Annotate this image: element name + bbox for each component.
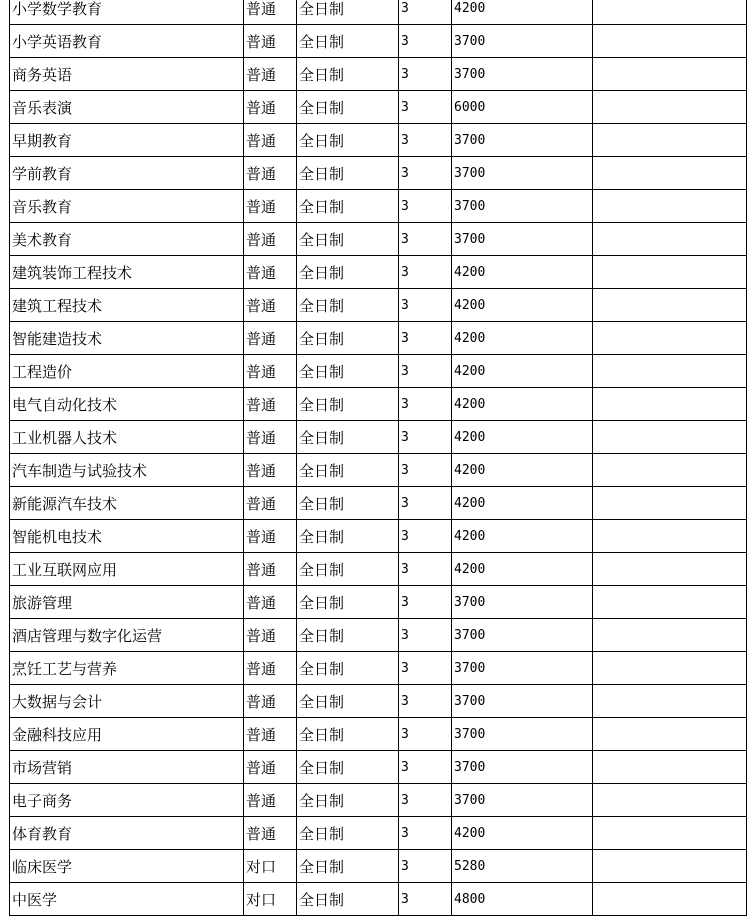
table-row: [10, 487, 747, 520]
note-cell: [593, 883, 747, 916]
major-cell: 旅游管理: [10, 586, 244, 619]
years-cell: 3: [399, 388, 452, 421]
type-cell: 普通: [244, 751, 297, 784]
table-row: [10, 619, 747, 652]
mode-cell: 全日制: [297, 520, 399, 553]
mode-cell: 全日制: [297, 454, 399, 487]
fee-cell: 4200: [452, 289, 593, 322]
type-cell: 普通: [244, 25, 297, 58]
fee-cell: 3700: [452, 124, 593, 157]
fee-cell: 3700: [452, 685, 593, 718]
major-cell: 酒店管理与数字化运营: [10, 619, 244, 652]
years-cell: 3: [399, 652, 452, 685]
note-cell: [593, 388, 747, 421]
fee-cell: 4200: [452, 817, 593, 850]
type-cell: 普通: [244, 586, 297, 619]
table-row: [10, 223, 747, 256]
note-cell: [593, 454, 747, 487]
major-cell: 体育教育: [10, 817, 244, 850]
note-cell: [593, 421, 747, 454]
type-cell: 普通: [244, 487, 297, 520]
mode-cell: 全日制: [297, 718, 399, 751]
major-cell: 临床医学: [10, 850, 244, 883]
mode-cell: 全日制: [297, 619, 399, 652]
years-cell: 3: [399, 58, 452, 91]
table-row: [10, 58, 747, 91]
type-cell: 普通: [244, 520, 297, 553]
type-cell: 普通: [244, 289, 297, 322]
major-cell: 商务英语: [10, 58, 244, 91]
note-cell: [593, 124, 747, 157]
type-cell: 普通: [244, 784, 297, 817]
type-cell: 普通: [244, 256, 297, 289]
type-cell: 普通: [244, 619, 297, 652]
mode-cell: 全日制: [297, 421, 399, 454]
fee-cell: 4200: [452, 388, 593, 421]
table-row: [10, 388, 747, 421]
note-cell: [593, 190, 747, 223]
table-row: [10, 256, 747, 289]
note-cell: [593, 91, 747, 124]
years-cell: 3: [399, 289, 452, 322]
years-cell: 3: [399, 454, 452, 487]
mode-cell: 全日制: [297, 289, 399, 322]
mode-cell: 全日制: [297, 58, 399, 91]
note-cell: [593, 751, 747, 784]
note-cell: [593, 322, 747, 355]
years-cell: 3: [399, 91, 452, 124]
mode-cell: 全日制: [297, 388, 399, 421]
mode-cell: 全日制: [297, 322, 399, 355]
years-cell: 3: [399, 223, 452, 256]
mode-cell: 全日制: [297, 487, 399, 520]
mode-cell: 全日制: [297, 586, 399, 619]
major-cell: 小学数学教育: [10, 0, 244, 25]
fee-cell: 3700: [452, 586, 593, 619]
years-cell: 3: [399, 124, 452, 157]
note-cell: [593, 487, 747, 520]
fee-cell: 3700: [452, 157, 593, 190]
mode-cell: 全日制: [297, 850, 399, 883]
fee-cell: 3700: [452, 652, 593, 685]
table-row: [10, 91, 747, 124]
table-row: [10, 751, 747, 784]
major-cell: 音乐表演: [10, 91, 244, 124]
fee-cell: 3700: [452, 784, 593, 817]
major-cell: 电子商务: [10, 784, 244, 817]
fee-cell: 4800: [452, 883, 593, 916]
years-cell: 3: [399, 817, 452, 850]
mode-cell: 全日制: [297, 817, 399, 850]
note-cell: [593, 586, 747, 619]
major-cell: 学前教育: [10, 157, 244, 190]
mode-cell: 全日制: [297, 685, 399, 718]
type-cell: 普通: [244, 91, 297, 124]
major-cell: 早期教育: [10, 124, 244, 157]
table-row: [10, 355, 747, 388]
table-row: [10, 520, 747, 553]
type-cell: 普通: [244, 553, 297, 586]
years-cell: 3: [399, 883, 452, 916]
note-cell: [593, 256, 747, 289]
fee-cell: 3700: [452, 25, 593, 58]
mode-cell: 全日制: [297, 751, 399, 784]
table-row: [10, 421, 747, 454]
mode-cell: 全日制: [297, 190, 399, 223]
fee-cell: 3700: [452, 190, 593, 223]
type-cell: 普通: [244, 454, 297, 487]
type-cell: 对口: [244, 883, 297, 916]
table-row: [10, 289, 747, 322]
type-cell: 普通: [244, 124, 297, 157]
years-cell: 3: [399, 322, 452, 355]
major-cell: 小学英语教育: [10, 25, 244, 58]
note-cell: [593, 25, 747, 58]
table-row: [10, 157, 747, 190]
fee-cell: 4200: [452, 256, 593, 289]
fee-cell: 4200: [452, 454, 593, 487]
years-cell: 3: [399, 751, 452, 784]
note-cell: [593, 553, 747, 586]
type-cell: 普通: [244, 157, 297, 190]
years-cell: 3: [399, 520, 452, 553]
years-cell: 3: [399, 784, 452, 817]
years-cell: 3: [399, 355, 452, 388]
type-cell: 对口: [244, 850, 297, 883]
table-row: [10, 586, 747, 619]
type-cell: 普通: [244, 58, 297, 91]
table-row: [10, 883, 747, 916]
major-cell: 新能源汽车技术: [10, 487, 244, 520]
major-cell: 智能建造技术: [10, 322, 244, 355]
fee-cell: 4200: [452, 0, 593, 25]
mode-cell: 全日制: [297, 355, 399, 388]
mode-cell: 全日制: [297, 157, 399, 190]
mode-cell: 全日制: [297, 553, 399, 586]
fee-table-container: [9, 0, 747, 916]
fee-cell: 4200: [452, 487, 593, 520]
type-cell: 普通: [244, 817, 297, 850]
major-cell: 中医学: [10, 883, 244, 916]
note-cell: [593, 289, 747, 322]
type-cell: 普通: [244, 718, 297, 751]
major-cell: 音乐教育: [10, 190, 244, 223]
major-cell: 汽车制造与试验技术: [10, 454, 244, 487]
table-row: [10, 850, 747, 883]
note-cell: [593, 817, 747, 850]
years-cell: 3: [399, 619, 452, 652]
table-row: [10, 784, 747, 817]
years-cell: 3: [399, 586, 452, 619]
major-cell: 建筑工程技术: [10, 289, 244, 322]
years-cell: 3: [399, 25, 452, 58]
type-cell: 普通: [244, 652, 297, 685]
table-row: [10, 454, 747, 487]
type-cell: 普通: [244, 421, 297, 454]
note-cell: [593, 685, 747, 718]
table-row: [10, 718, 747, 751]
fee-table-body: [10, 0, 747, 916]
major-cell: 大数据与会计: [10, 685, 244, 718]
note-cell: [593, 520, 747, 553]
table-row: [10, 553, 747, 586]
fee-cell: 4200: [452, 520, 593, 553]
type-cell: 普通: [244, 388, 297, 421]
note-cell: [593, 223, 747, 256]
mode-cell: 全日制: [297, 91, 399, 124]
table-row: [10, 190, 747, 223]
type-cell: 普通: [244, 322, 297, 355]
years-cell: 3: [399, 553, 452, 586]
type-cell: 普通: [244, 685, 297, 718]
table-row: [10, 685, 747, 718]
major-cell: 建筑装饰工程技术: [10, 256, 244, 289]
fee-table: [9, 0, 747, 916]
mode-cell: 全日制: [297, 256, 399, 289]
years-cell: 3: [399, 190, 452, 223]
table-row: [10, 652, 747, 685]
years-cell: 3: [399, 256, 452, 289]
fee-cell: 3700: [452, 751, 593, 784]
mode-cell: 全日制: [297, 25, 399, 58]
fee-cell: 4200: [452, 421, 593, 454]
major-cell: 电气自动化技术: [10, 388, 244, 421]
table-row: [10, 25, 747, 58]
major-cell: 智能机电技术: [10, 520, 244, 553]
type-cell: 普通: [244, 0, 297, 25]
mode-cell: 全日制: [297, 0, 399, 25]
mode-cell: 全日制: [297, 124, 399, 157]
type-cell: 普通: [244, 223, 297, 256]
mode-cell: 全日制: [297, 784, 399, 817]
note-cell: [593, 718, 747, 751]
fee-cell: 3700: [452, 223, 593, 256]
fee-cell: 4200: [452, 553, 593, 586]
years-cell: 3: [399, 487, 452, 520]
table-row: [10, 0, 747, 25]
years-cell: 3: [399, 718, 452, 751]
major-cell: 市场营销: [10, 751, 244, 784]
note-cell: [593, 0, 747, 25]
mode-cell: 全日制: [297, 223, 399, 256]
years-cell: 3: [399, 157, 452, 190]
note-cell: [593, 355, 747, 388]
years-cell: 3: [399, 685, 452, 718]
fee-cell: 4200: [452, 322, 593, 355]
major-cell: 金融科技应用: [10, 718, 244, 751]
years-cell: 3: [399, 0, 452, 25]
note-cell: [593, 784, 747, 817]
fee-cell: 3700: [452, 58, 593, 91]
note-cell: [593, 619, 747, 652]
mode-cell: 全日制: [297, 883, 399, 916]
note-cell: [593, 850, 747, 883]
table-row: [10, 322, 747, 355]
fee-cell: 3700: [452, 718, 593, 751]
years-cell: 3: [399, 850, 452, 883]
fee-cell: 6000: [452, 91, 593, 124]
fee-cell: 3700: [452, 619, 593, 652]
mode-cell: 全日制: [297, 652, 399, 685]
type-cell: 普通: [244, 190, 297, 223]
major-cell: 工业互联网应用: [10, 553, 244, 586]
major-cell: 工程造价: [10, 355, 244, 388]
note-cell: [593, 652, 747, 685]
type-cell: 普通: [244, 355, 297, 388]
note-cell: [593, 58, 747, 91]
fee-cell: 4200: [452, 355, 593, 388]
major-cell: 美术教育: [10, 223, 244, 256]
years-cell: 3: [399, 421, 452, 454]
major-cell: 烹饪工艺与营养: [10, 652, 244, 685]
table-row: [10, 124, 747, 157]
fee-cell: 5280: [452, 850, 593, 883]
major-cell: 工业机器人技术: [10, 421, 244, 454]
note-cell: [593, 157, 747, 190]
table-row: [10, 817, 747, 850]
